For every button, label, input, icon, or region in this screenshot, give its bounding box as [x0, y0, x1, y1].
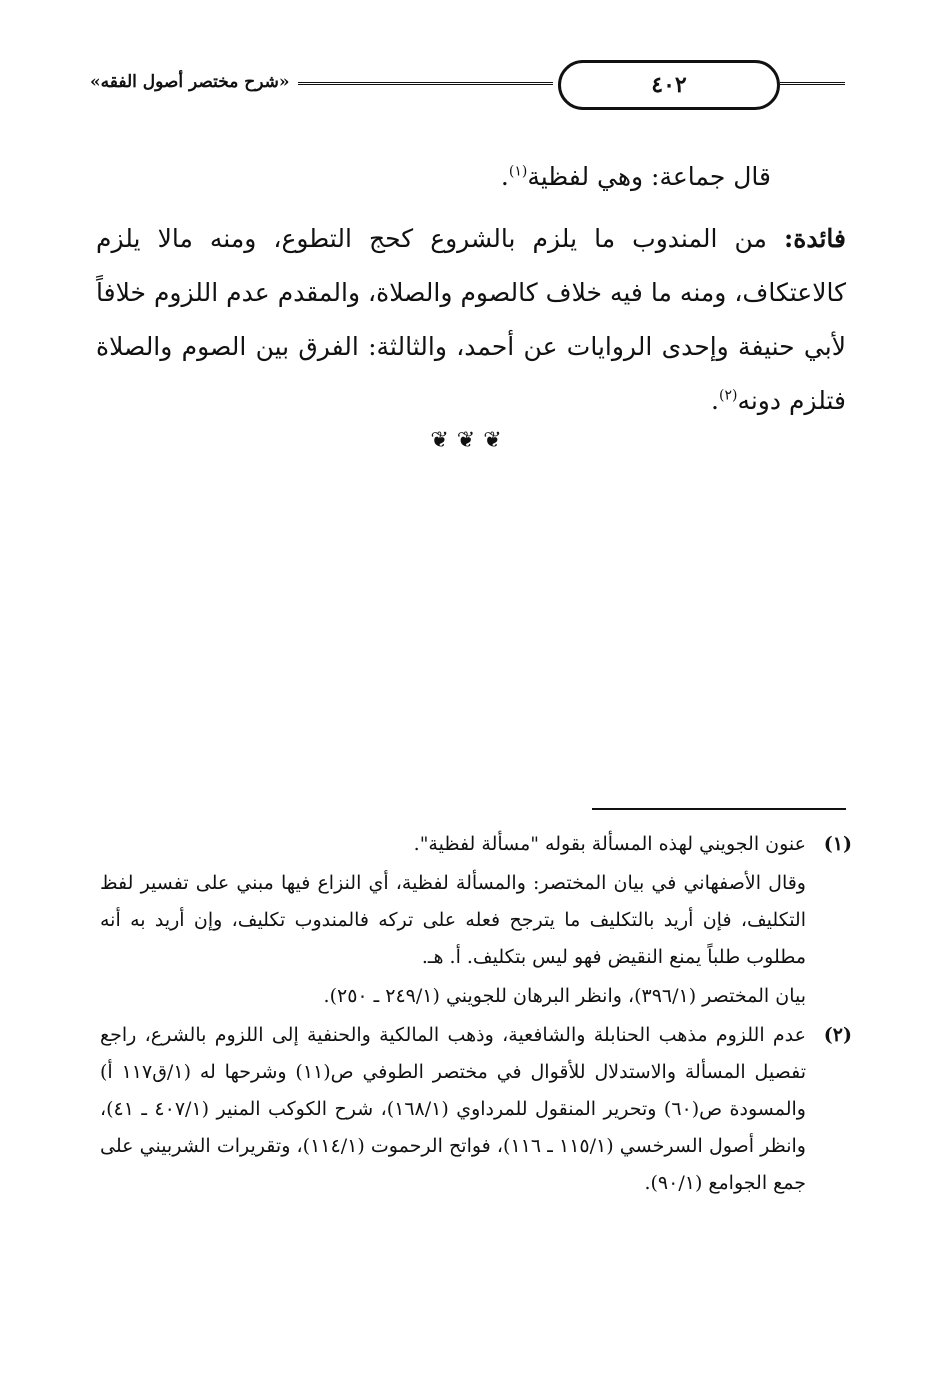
- page-number: ٤٠٢: [558, 60, 780, 110]
- paragraph-1: [96, 150, 846, 204]
- paragraph-1-end: .: [500, 162, 509, 191]
- paragraph-2-end: .: [711, 386, 719, 415]
- footnote-paragraph: بيان المختصر (٣٩٦/١)، وانظر البرهان للجويني (٢٤٩/١ ـ ٢٥٠).: [323, 985, 806, 1007]
- footnote-number: (١): [823, 833, 852, 855]
- running-title: «شرح مختصر أصول الفقه»: [90, 72, 290, 92]
- paragraph-2: [96, 212, 846, 428]
- header-rule-right: [780, 82, 845, 88]
- footnotes: [100, 826, 852, 1202]
- footnote-body: [100, 1017, 806, 1202]
- main-text: [96, 150, 846, 428]
- section-ornament: ❦❦❦: [430, 428, 510, 453]
- footnote-1: [100, 826, 852, 1015]
- footnote-number: (٢): [823, 1024, 852, 1046]
- footnote-paragraph: عنون الجويني لهذه المسألة بقوله "مسألة لفظية".: [413, 833, 806, 855]
- paragraph-1-text: قال جماعة: وهي لفظية: [527, 162, 771, 191]
- footnote-paragraph: وقال الأصفهاني في بيان المختصر: والمسألة لفظية، أي النزاع فيها مبني على تفسير لفظ التكليف، فإن أريد بالتكليف ما يترجح فعله على تركه فالمندوب تكليف، وإن أريد به أنه مطلوب طلباً يمنع النقيض فهو ليس بتكليف. أ. هـ.: [100, 872, 806, 968]
- footnote-2: [100, 1017, 852, 1202]
- page-header: [90, 52, 845, 132]
- footnote-paragraph: عدم اللزوم مذهب الحنابلة والشافعية، وذهب المالكية والحنفية إلى اللزوم بالشرع، راجع تفصيل المسألة والاستدلال للأقوال في مختصر الطوفي ص(١١) وشرحها له (١/ق١١٧ أ) والمسودة ص(٦٠) وتحرير المنقول للمرداوي (١٦٨/١)، شرح الكوكب المنير (٤٠٧/١ ـ ٤١)، وانظر أصول السرخسي (١١٥/١ ـ ١١٦)، فواتح الرحموت (١١٤/١)، وتقريرات الشربيني على جمع الجوامع (٩٠/١).: [100, 1024, 806, 1194]
- footnote-body: [100, 826, 806, 1015]
- footnote-ref-2: (٢): [718, 387, 738, 404]
- header-rule-left: [298, 82, 553, 88]
- footnote-ref-1: (١): [508, 163, 528, 180]
- footnote-separator: [592, 808, 846, 810]
- paragraph-2-text: من المندوب ما يلزم بالشروع كحج التطوع، ومنه مالا يلزم كالاعتكاف، ومنه ما فيه خلاف كالصوم والصلاة، والمقدم عدم اللزوم خلافاً لأبي حنيفة وإحدى الروايات عن أحمد، والثالثة: الفرق بين الصوم والصلاة فتلزم دونه: [96, 224, 846, 415]
- fa-ida-label: فائدة:: [784, 224, 846, 253]
